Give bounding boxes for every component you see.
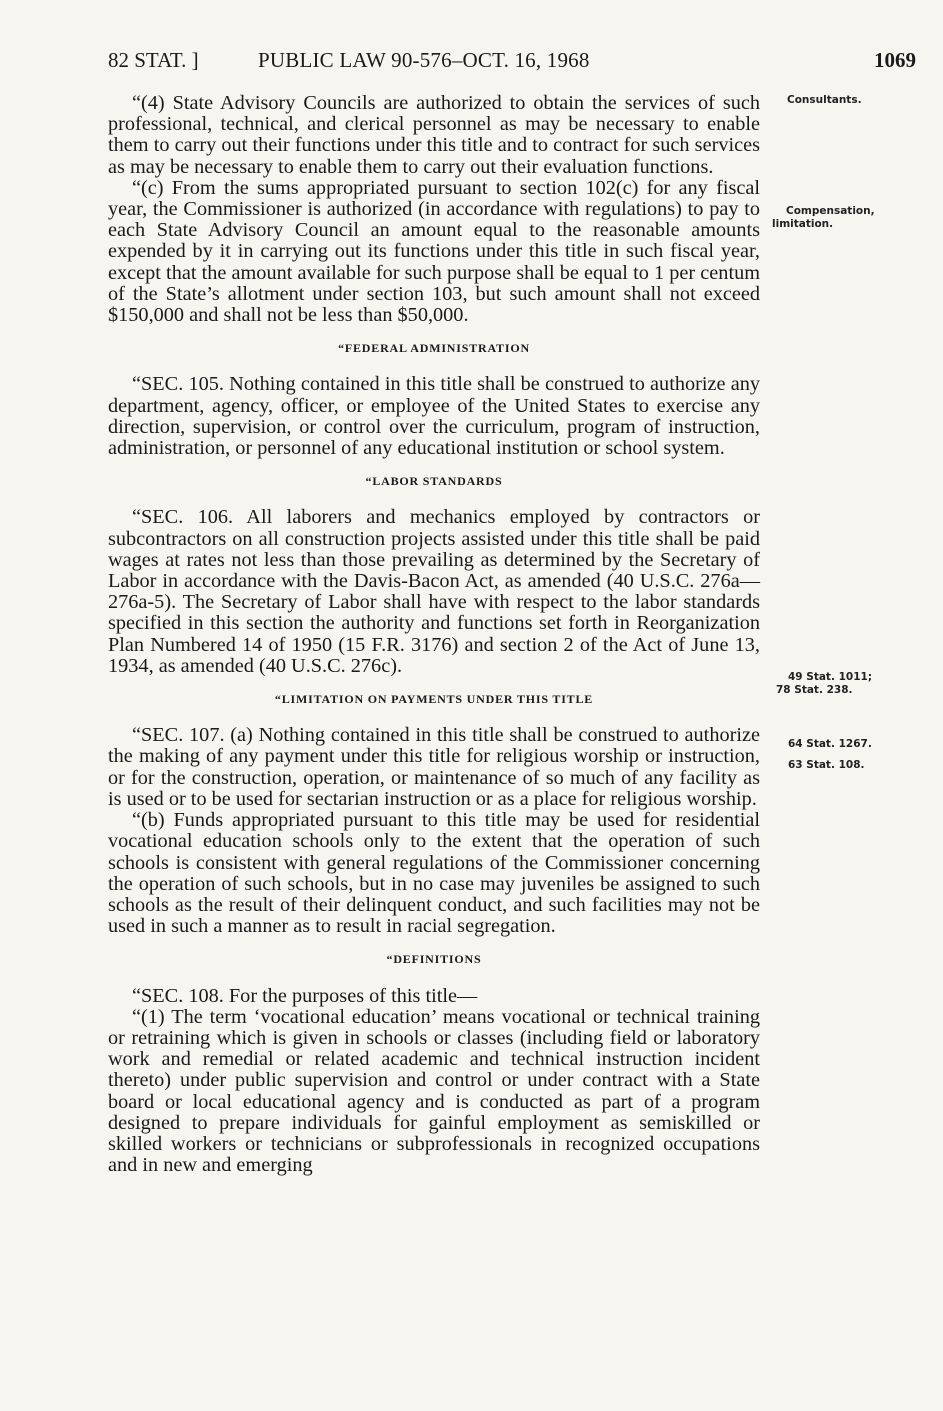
statute-body	[108, 93, 760, 1176]
definition-1-vocational-education: “(1) The term ‘vocational education’ means vocational or technical training or retraining which is given in schools or classes (including field or laboratory work and remedial or related academic and technical instruction incident thereto) under public supervision and control or under contract with a State board or local educational agency and is conducted as part of a program designed to prepare individuals for gainful employment as semiskilled or skilled workers or technicians or subprofessionals in recognized occupations and in new and emerging	[108, 1005, 760, 1177]
heading-limitation-on-payments: “LIMITATION ON PAYMENTS UNDER THIS TITLE	[274, 692, 594, 707]
margin-note-stat-49-line2: 78 Stat. 238.	[776, 684, 853, 696]
section-106: “SEC. 106. All laborers and mechanics employed by contractors or subcontractors on all construction projects assisted under this title shall be paid wages at rates not less than those prevailing as determined by the Secretary of Labor in accordance with the Davis-Bacon Act, as amended (40 U.S.C. 276a—276a-5). The Secretary of Labor shall have with respect to the labor standards specified in this section the authority and functions set forth in Reorganization Plan Numbered 14 of 1950 (15 F.R. 3176) and section 2 of the Act of June 13, 1934, as amended (40 U.S.C. 276c).	[108, 506, 760, 677]
margin-note-compensation-line1: Compensation,	[786, 205, 875, 217]
header-page-number: 1069	[874, 48, 916, 72]
heading-federal-administration: “FEDERAL ADMINISTRATION	[338, 341, 530, 356]
heading-definitions: “DEFINITIONS	[386, 952, 482, 967]
page-header	[108, 48, 916, 78]
paragraph-c-compensation: “(c) From the sums appropriated pursuant to section 102(c) for any fiscal year, the Commissioner is authorized (in accordance with regulations) to pay to each State Advisory Council an amount equal to the reasonable amounts expended by it in carrying out its functions under this title in such fiscal year, except that the amount available for such purpose shall be equal to 1 per centum of the State’s allotment under section 103, but such amount shall not exceed $150,000 and shall not be less than $50,000.	[108, 176, 760, 327]
section-107a: “SEC. 107. (a) Nothing contained in this title shall be construed to authorize the making of any payment under this title for religious worship or instruction, or for the construction, operation, or maintenance of so much of any facility as is used or to be used for sectarian instruction or as a place for religious worship.	[108, 724, 760, 810]
paragraph-4-advisory-councils: “(4) State Advisory Councils are authorized to obtain the services of such professional, technical, and clerical personnel as may be necessary to enable them to carry out their functions under this title and to contract for such services as may be necessary to enable them to carry out their evaluation functions.	[108, 92, 760, 178]
margin-note-stat-63: 63 Stat. 108.	[788, 759, 865, 771]
margin-note-stat-64: 64 Stat. 1267.	[788, 738, 872, 750]
section-105: “SEC. 105. Nothing contained in this title shall be construed to authorize any department, agency, officer, or employee of the United States to exercise any direction, supervision, or control over the curriculum, program of instruction, administration, or personnel of any educational institution or school system.	[108, 373, 760, 460]
margin-note-stat-49	[776, 671, 872, 697]
section-107b: “(b) Funds appropriated pursuant to this title may be used for residential vocational education schools only to the extent that the operation of such schools is consistent with general regulations of the Commissioner concerning the operation of such schools, but in no case may juveniles be assigned to such schools as the result of their delinquent conduct, and such facilities may not be used in such a manner as to result in racial segregation.	[108, 809, 760, 938]
header-volume: 82 STAT. ]	[108, 48, 199, 72]
margin-note-consultants: Consultants.	[787, 94, 862, 106]
margin-note-compensation	[772, 205, 875, 231]
margin-note-stat-49-line1: 49 Stat. 1011;	[788, 671, 873, 683]
header-title: PUBLIC LAW 90-576–OCT. 16, 1968	[258, 48, 590, 72]
section-108: “SEC. 108. For the purposes of this title—	[132, 984, 478, 1007]
heading-labor-standards: “LABOR STANDARDS	[365, 474, 503, 489]
margin-note-compensation-line2: limitation.	[772, 218, 834, 230]
